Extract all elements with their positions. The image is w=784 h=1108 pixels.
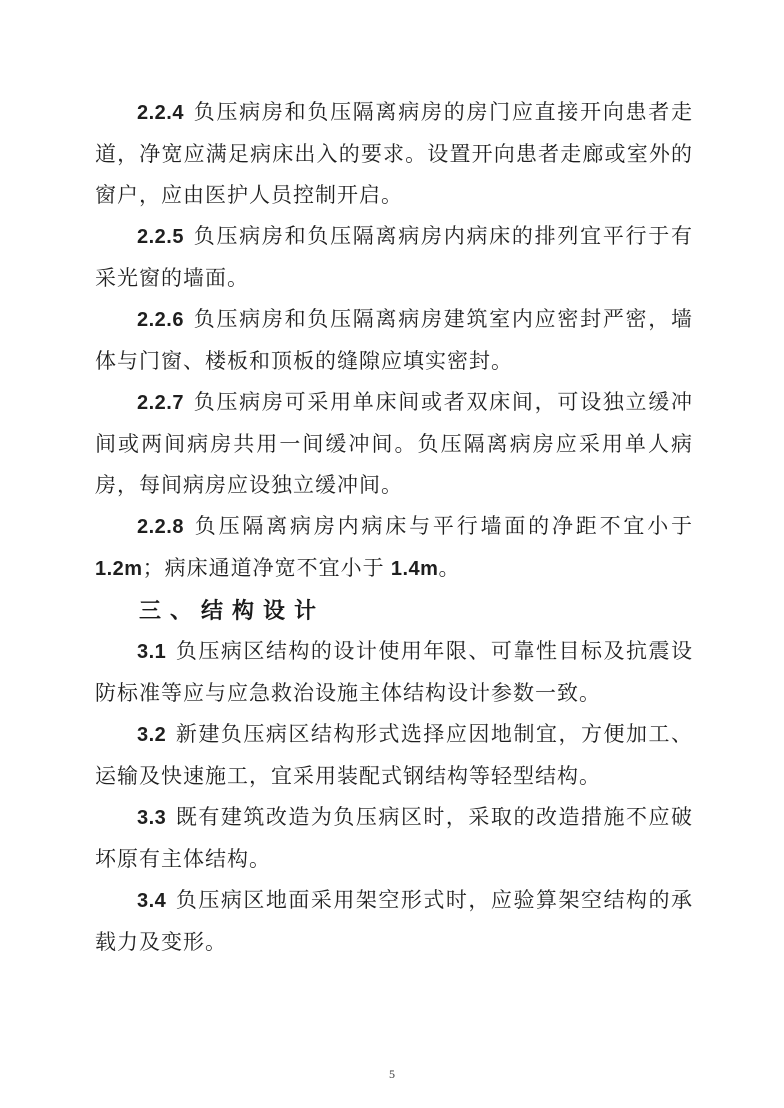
clause-text: 负压病房和负压隔离病房建筑室内应密封严密，墙体与门窗、楼板和顶板的缝隙应填实密封。 (95, 307, 693, 373)
clause-number: 2.2.6 (137, 309, 184, 331)
measurement-value: 1.2m (95, 558, 143, 580)
clause-2-2-6 (95, 299, 693, 382)
clause-number: 2.2.7 (137, 392, 184, 414)
clause-number: 3.3 (137, 807, 167, 829)
section-heading-structural-design: 三、结构设计 (139, 598, 326, 623)
clause-number: 3.4 (137, 890, 167, 912)
clause-2-2-4 (95, 92, 693, 216)
clause-text: 。 (438, 556, 461, 580)
clause-text: 负压病房和负压隔离病房内病床的排列宜平行于有采光窗的墙面。 (95, 224, 693, 290)
clause-text: 负压病房和负压隔离病房的房门应直接开向患者走道，净宽应满足病床出入的要求。设置开向患者走廊或室外的窗户，应由医护人员控制开启。 (95, 100, 693, 207)
clause-text: 新建负压病区结构形式选择应因地制宜，方便加工、运输及快速施工，宜采用装配式钢结构等轻型结构。 (95, 722, 693, 788)
page-number: 5 (389, 1067, 395, 1081)
clause-number: 3.2 (137, 724, 167, 746)
clause-text: ；病床通道净宽不宜小于 (142, 556, 391, 580)
clause-2-2-5 (95, 216, 693, 299)
clause-text: 负压病房可采用单床间或者双床间，可设独立缓冲间或两间病房共用一间缓冲间。负压隔离病房应采用单人病房，每间病房应设独立缓冲间。 (95, 390, 693, 497)
clause-2-2-8 (95, 506, 693, 590)
clause-text: 负压隔离病房内病床与平行墙面的净距不宜小于 (192, 514, 693, 538)
document-body (95, 92, 693, 963)
clause-2-2-7 (95, 382, 693, 506)
measurement-value: 1.4m (390, 558, 439, 580)
clause-3-4 (95, 880, 693, 963)
clause-number: 2.2.4 (137, 102, 184, 124)
clause-text: 负压病区地面采用架空形式时，应验算架空结构的承载力及变形。 (95, 888, 693, 954)
clause-3-2 (95, 714, 693, 797)
clause-text: 负压病区结构的设计使用年限、可靠性目标及抗震设防标准等应与应急救治设施主体结构设计参数一致。 (95, 639, 693, 705)
clause-text: 既有建筑改造为负压病区时，采取的改造措施不应破坏原有主体结构。 (95, 805, 693, 871)
clause-3-3 (95, 797, 693, 880)
clause-number: 2.2.8 (137, 516, 184, 538)
clause-number: 2.2.5 (137, 226, 184, 248)
clause-3-1 (95, 631, 693, 714)
clause-number: 3.1 (137, 641, 167, 663)
